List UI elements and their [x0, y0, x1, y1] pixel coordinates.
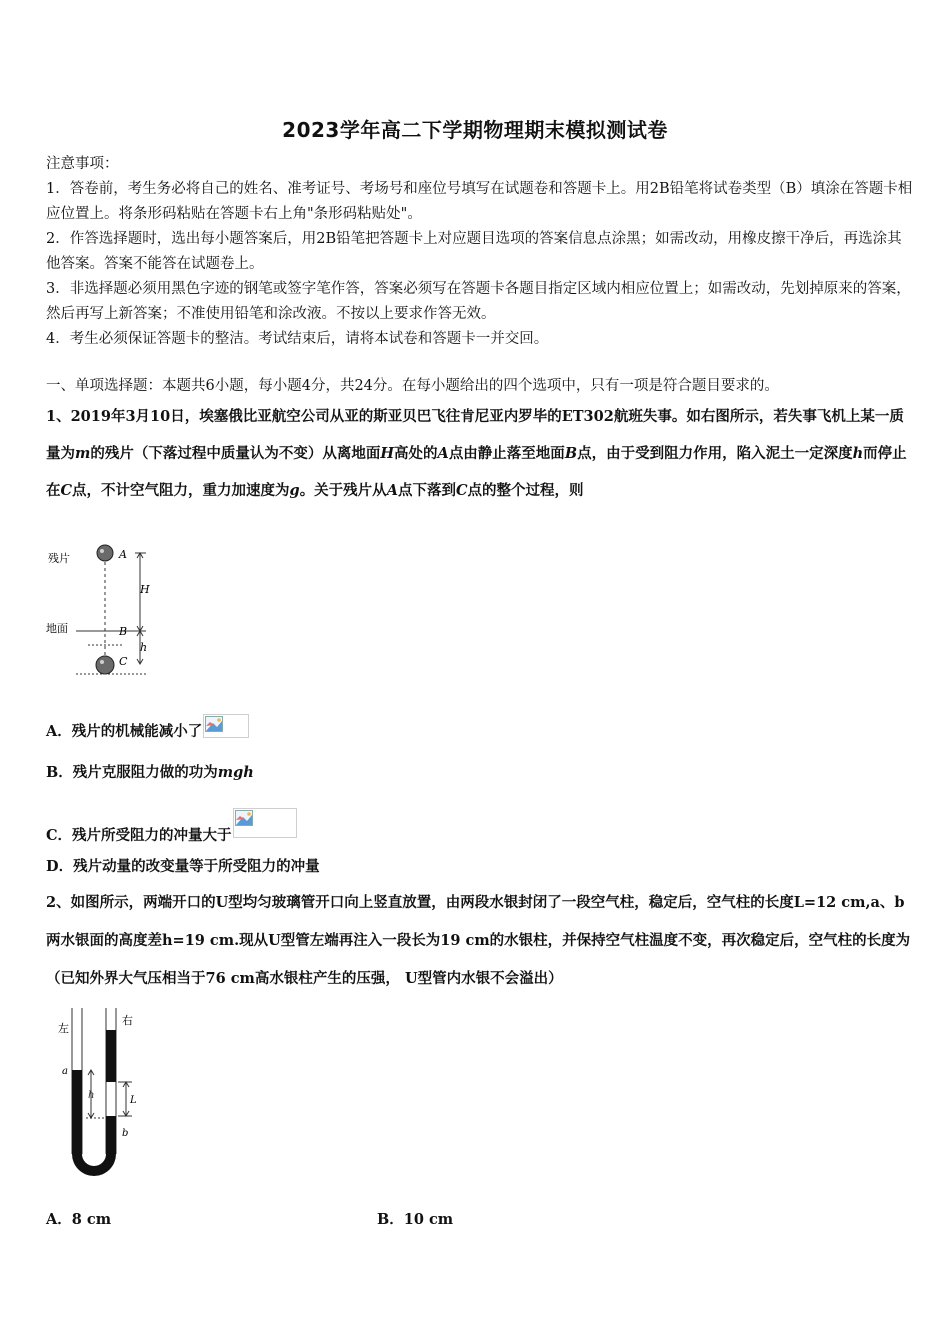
- notice-item-2: 2．作答选择题时，选出每小题答案后，用2B铅笔把答题卡上对应题目选项的答案信息点涂黑；如需改动，用橡皮擦干净后，再选涂其他答案。答案不能答在试题卷上。: [46, 231, 902, 272]
- surface-a-label: a: [62, 1066, 68, 1077]
- fig1-label-ground: 地面: [46, 622, 68, 635]
- q1-option-b[interactable]: B．残片克服阻力做的功为mgh: [46, 764, 254, 781]
- height-H-label: H: [140, 583, 150, 596]
- fragment-at-C: [96, 656, 114, 674]
- point-A-label: A: [119, 548, 127, 561]
- q1-option-d[interactable]: D．残片动量的改变量等于所受阻力的冲量: [46, 858, 320, 875]
- q1-option-c[interactable]: C．残片所受阻力的冲量大于: [46, 808, 297, 847]
- question-1-stem: 1、2019年3月10日，埃塞俄比亚航空公司从亚的斯亚贝巴飞往肯尼亚内罗毕的ET302航班失事。如右图所示，若失事飞机上某一质量为m的残片（下落过程中质量认为不变）从离地面H高处的A点由静止落至地面B点，由于受到阻力作用，陷入泥土一定深度h而停止在C点，不计空气阻力，重力加速度为g。关于残片从A点下落到C点的整个过程，则: [46, 408, 907, 499]
- point-B-label: B: [119, 625, 128, 638]
- formula-image-placeholder: [203, 714, 249, 738]
- mercury-u-bottom: [72, 1070, 116, 1176]
- broken-image-icon: [235, 810, 253, 826]
- depth-h-label: h: [140, 641, 148, 654]
- section-heading: 一、单项选择题：本题共6小题，每小题4分，共24分。在每小题给出的四个选项中，只有一项是符合题目要求的。: [46, 378, 779, 394]
- exam-title: 2023学年高二下学期物理期末模拟测试卷: [282, 118, 668, 142]
- height-h-label: h: [88, 1090, 95, 1101]
- q2-option-b[interactable]: B．10 cm: [377, 1211, 454, 1228]
- point-C-label: C: [119, 655, 128, 668]
- notice-item-3: 3．非选择题必须用黑色字迹的钢笔或签字笔作答，答案必须写在答题卡各题目指定区域内相应位置上；如需改动，先划掉原来的答案，然后再写上新答案；不准使用铅笔和涂改液。不按以上要求作答无效。: [46, 281, 911, 322]
- notice-item-4: 4．考生必须保证答题卡的整洁。考试结束后，请将本试卷和答题卡一并交回。: [46, 331, 549, 347]
- notice-block: [46, 152, 916, 352]
- notice-item-1: 1．答卷前，考生务必将自己的姓名、准考证号、考场号和座位号填写在试题卷和答题卡上。用2B铅笔将试卷类型（B）填涂在答题卡相应位置上。将条形码粘贴在答题卡右上角"条形码粘贴处"。: [46, 181, 913, 222]
- surface-b-label: b: [122, 1128, 129, 1139]
- u-tube-label-right: 右: [122, 1014, 133, 1027]
- fragment-at-A: [97, 545, 113, 561]
- broken-image-icon: [205, 716, 223, 732]
- fig1-label-fragment: 残片: [48, 552, 70, 565]
- mercury-right-column: [106, 1030, 116, 1082]
- u-tube-label-left: 左: [58, 1022, 69, 1035]
- q1-option-a[interactable]: A．残片的机械能减小了: [46, 714, 249, 743]
- q2-option-a[interactable]: A．8 cm: [46, 1211, 112, 1228]
- air-column-L-label: L: [130, 1095, 137, 1106]
- notice-heading: 注意事项：: [46, 156, 119, 172]
- question-2-stem: 2、如图所示，两端开口的U型均匀玻璃管开口向上竖直放置，由两段水银封闭了一段空气柱，稳定后，空气柱的长度L=12 cm,a、b两水银面的高度差h=19 cm.现从U型管左端再注入一段长为19 cm的水银柱，并保持空气柱温度不变，再次稳定后，空气柱的长度为（已知外界大气压相当于76 cm高水银柱产生的压强， U型管内水银不会溢出）: [46, 894, 911, 987]
- u-tube-diagram: [46, 1004, 164, 1188]
- falling-fragment-diagram: [46, 538, 206, 680]
- formula-image-placeholder: [233, 808, 297, 838]
